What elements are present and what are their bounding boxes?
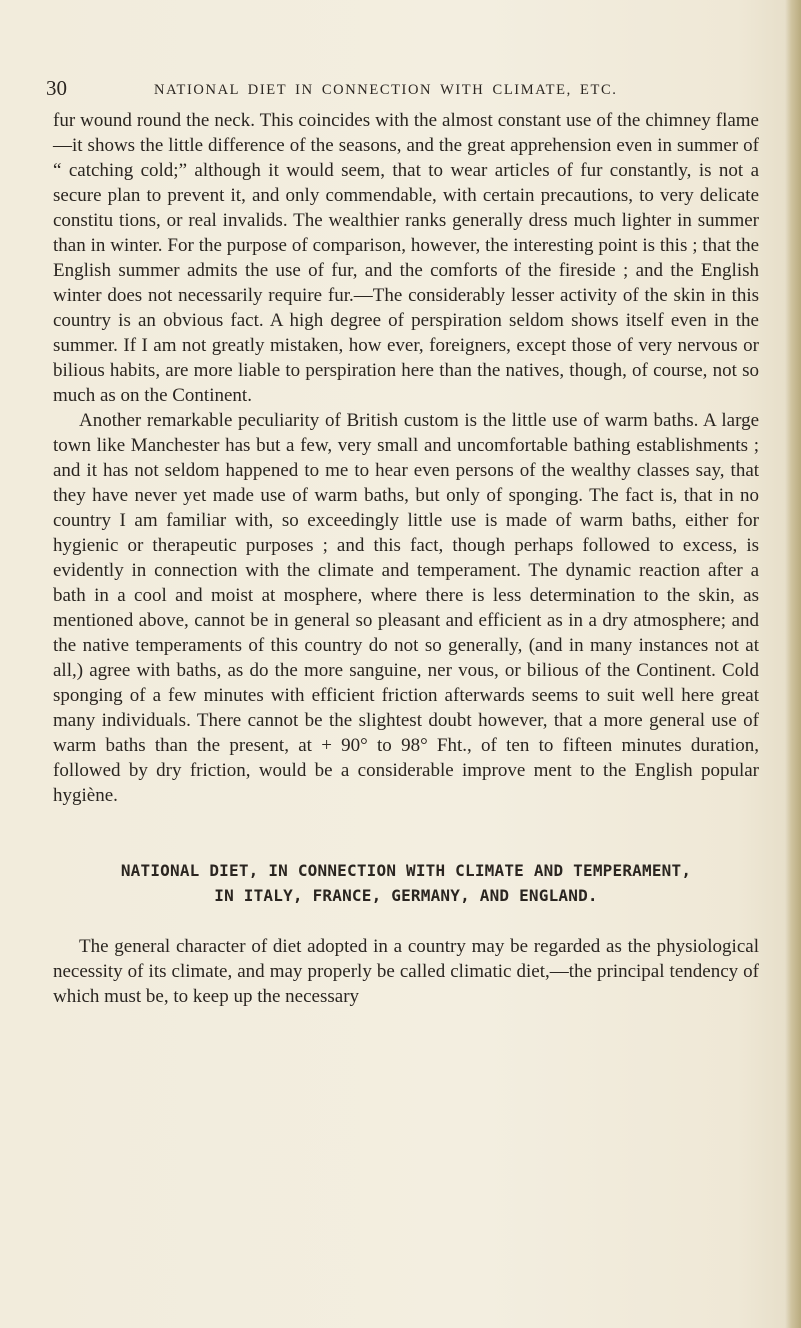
text-line: perhaps followed to excess, is evidently in connection with the climate and — [53, 535, 759, 581]
text-line: shows itself even in the summer. If I am not greatly mistaken, how — [53, 310, 759, 356]
text-line: this country is an obvious fact. A high degree of perspiration seldom — [53, 285, 760, 331]
text-line: the native temperaments of this country do not so generally, (and in — [53, 635, 584, 656]
text-line: and the comforts of the fireside ; and the English winter does not — [53, 260, 759, 306]
body-text — [53, 108, 759, 1009]
page-header — [46, 76, 746, 100]
text-line: and only commendable, with certain precautions, to very delicate constitu — [53, 185, 760, 231]
text-line: uncomfortable bathing establishments ; and it has not seldom happened — [53, 435, 760, 481]
text-line: vous, or bilious of the Continent. Cold sponging of a few minutes with — [53, 660, 759, 706]
text-line: The general character of diet adopted in a country may be regarded as the — [79, 936, 651, 957]
text-line: temperament. The dynamic reaction after a bath in a cool and moist at — [53, 560, 759, 606]
text-line: ment to the English popular hygiène. — [53, 760, 760, 806]
running-head: NATIONAL DIET IN CONNECTION WITH CLIMATE, ETC. — [154, 82, 618, 98]
text-line: chimney flame—it shows the little difference of the seasons, and the great — [53, 110, 759, 156]
text-line: tions, or real invalids. The wealthier ranks generally dress much lighter — [119, 210, 672, 231]
text-line: cannot be in general so pleasant and efficient as in a dry atmosphere; and — [194, 610, 759, 631]
text-line: to me to hear even persons of the wealthy classes say, that they have never — [53, 460, 760, 506]
text-line: as on the Continent. — [99, 385, 252, 406]
heading-line: IN ITALY, FRANCE, GERMANY, AND ENGLAND. — [214, 886, 598, 905]
text-line: Another remarkable peculiarity of British custom is the little use of — [79, 410, 599, 431]
text-line: no country I am familiar with, so exceedingly little use is made of warm — [53, 485, 760, 531]
text-line: interesting point is this ; that the English summer admits the use of fur, — [53, 235, 760, 281]
text-line: liable to perspiration here than the natives, though, of course, not so much — [53, 360, 759, 406]
page-number: 30 — [46, 76, 67, 100]
text-line: in summer than in winter. For the purpose of comparison, however, the — [53, 210, 760, 256]
text-line: minutes duration, followed by dry friction, would be a considerable improve — [53, 735, 759, 781]
paragraph-fur-and-skin — [53, 108, 759, 408]
section-heading — [53, 858, 759, 908]
text-line: fur wound round the neck. This coincides with the almost constant use of the — [53, 110, 641, 131]
paragraph-warm-baths — [53, 408, 759, 808]
text-line: yet made use of warm baths, but only of sponging. The fact is, that in — [183, 485, 734, 506]
text-line: warm baths. A large town like Manchester has but a few, very small and — [53, 410, 760, 456]
paragraph-climatic-diet — [53, 934, 759, 1009]
heading-line: NATIONAL DIET, IN CONNECTION WITH CLIMATE AND TEMPERAMENT, — [120, 861, 692, 880]
text-line: that to wear articles of fur constantly, is not a secure plan to prevent it, — [53, 160, 759, 206]
text-line: mosphere, where there is less determination to the skin, as mentioned above, — [53, 585, 760, 631]
text-line: warm baths than the present, at + 90° to 98° Fht., of ten to fifteen — [53, 735, 613, 756]
text-line: necessarily require fur.—The considerably lesser activity of the skin in — [178, 285, 726, 306]
text-line: apprehension even in summer of “ catching cold;” although it would seem, — [53, 135, 760, 181]
text-line: ever, foreigners, except those of very nervous or bilious habits, are more — [53, 335, 760, 381]
text-line: diet,—the principal tendency of which must be, to keep up the necessary — [53, 961, 760, 1007]
text-line: There cannot be the slightest doubt however, that a more general use of — [196, 710, 759, 731]
text-line: baths, either for hygienic or therapeutic purposes ; and this fact, though — [53, 510, 759, 556]
text-line: physiological necessity of its climate, and may properly be called climatic — [53, 936, 759, 982]
text-line: many instances not at all,) agree with baths, as do the more sanguine, ner — [53, 635, 760, 681]
text-line: efficient friction afterwards seems to suit well here great many individuals. — [53, 685, 760, 731]
page-edge — [785, 0, 801, 1328]
